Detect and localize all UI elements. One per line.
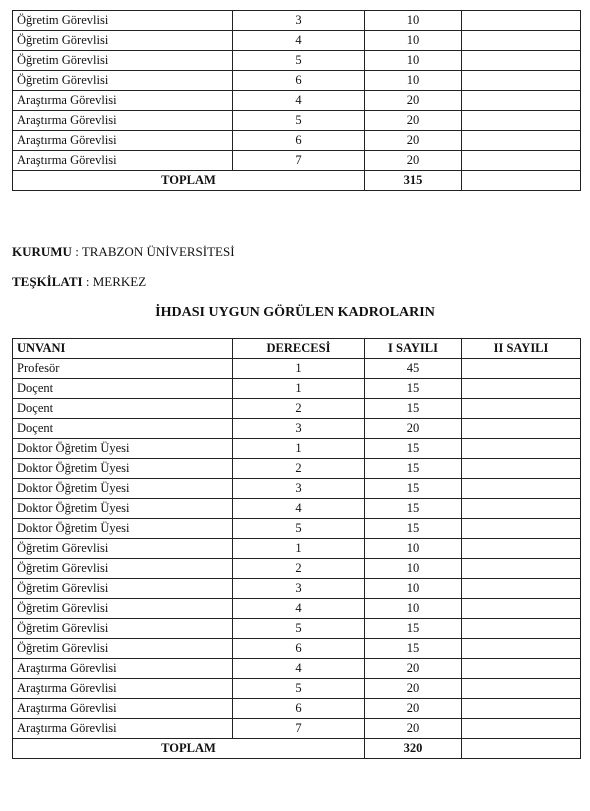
i-sayili-cell: 45 bbox=[365, 359, 462, 379]
unvani-cell: Öğretim Görevlisi bbox=[13, 579, 233, 599]
derecesi-cell: 4 bbox=[233, 31, 365, 51]
table-row bbox=[13, 151, 581, 171]
i-sayili-cell: 15 bbox=[365, 519, 462, 539]
table-row bbox=[13, 599, 581, 619]
unvani-cell: Doktor Öğretim Üyesi bbox=[13, 519, 233, 539]
derecesi-cell: 2 bbox=[233, 559, 365, 579]
derecesi-cell: 5 bbox=[233, 619, 365, 639]
ii-sayili-cell bbox=[462, 419, 581, 439]
organization-line bbox=[12, 274, 146, 290]
table-row bbox=[13, 679, 581, 699]
derecesi-cell: 2 bbox=[233, 459, 365, 479]
table-row bbox=[13, 579, 581, 599]
unvani-cell: Öğretim Görevlisi bbox=[13, 639, 233, 659]
table-row bbox=[13, 619, 581, 639]
i-sayili-cell: 20 bbox=[365, 419, 462, 439]
unvani-cell: Araştırma Görevlisi bbox=[13, 699, 233, 719]
header-unvani: UNVANI bbox=[13, 339, 233, 359]
unvani-cell: Araştırma Görevlisi bbox=[13, 91, 233, 111]
derecesi-cell: 7 bbox=[233, 719, 365, 739]
derecesi-cell: 3 bbox=[233, 579, 365, 599]
total-row bbox=[13, 171, 581, 191]
organization-label: TEŞKİLATI bbox=[12, 274, 83, 289]
total-label: TOPLAM bbox=[13, 739, 365, 759]
i-sayili-cell: 15 bbox=[365, 619, 462, 639]
i-sayili-cell: 10 bbox=[365, 71, 462, 91]
unvani-cell: Araştırma Görevlisi bbox=[13, 111, 233, 131]
unvani-cell: Araştırma Görevlisi bbox=[13, 659, 233, 679]
unvani-cell: Doçent bbox=[13, 379, 233, 399]
table-row bbox=[13, 91, 581, 111]
total-empty-cell bbox=[462, 739, 581, 759]
table-row bbox=[13, 659, 581, 679]
i-sayili-cell: 15 bbox=[365, 399, 462, 419]
unvani-cell: Doçent bbox=[13, 399, 233, 419]
top-staff-table bbox=[12, 10, 581, 191]
ii-sayili-cell bbox=[462, 379, 581, 399]
derecesi-cell: 6 bbox=[233, 699, 365, 719]
ii-sayili-cell bbox=[462, 619, 581, 639]
derecesi-cell: 5 bbox=[233, 111, 365, 131]
ii-sayili-cell bbox=[462, 699, 581, 719]
section-heading: İHDASI UYGUN GÖRÜLEN KADROLARIN bbox=[155, 305, 435, 320]
table-row bbox=[13, 31, 581, 51]
unvani-cell: Öğretim Görevlisi bbox=[13, 51, 233, 71]
ii-sayili-cell bbox=[462, 579, 581, 599]
unvani-cell: Doktor Öğretim Üyesi bbox=[13, 459, 233, 479]
table-row bbox=[13, 519, 581, 539]
ii-sayili-cell bbox=[462, 599, 581, 619]
institution-label: KURUMU bbox=[12, 244, 72, 259]
i-sayili-cell: 20 bbox=[365, 111, 462, 131]
derecesi-cell: 1 bbox=[233, 539, 365, 559]
ii-sayili-cell bbox=[462, 71, 581, 91]
ii-sayili-cell bbox=[462, 51, 581, 71]
derecesi-cell: 5 bbox=[233, 679, 365, 699]
table-row bbox=[13, 699, 581, 719]
unvani-cell: Doktor Öğretim Üyesi bbox=[13, 499, 233, 519]
table-row bbox=[13, 399, 581, 419]
i-sayili-cell: 10 bbox=[365, 559, 462, 579]
organization-value: : MERKEZ bbox=[85, 274, 147, 289]
ii-sayili-cell bbox=[462, 151, 581, 171]
i-sayili-cell: 20 bbox=[365, 719, 462, 739]
total-value: 315 bbox=[365, 171, 462, 191]
unvani-cell: Öğretim Görevlisi bbox=[13, 539, 233, 559]
derecesi-cell: 3 bbox=[233, 11, 365, 31]
ii-sayili-cell bbox=[462, 479, 581, 499]
i-sayili-cell: 10 bbox=[365, 599, 462, 619]
i-sayili-cell: 20 bbox=[365, 151, 462, 171]
unvani-cell: Araştırma Görevlisi bbox=[13, 679, 233, 699]
derecesi-cell: 6 bbox=[233, 639, 365, 659]
derecesi-cell: 4 bbox=[233, 659, 365, 679]
table-row bbox=[13, 559, 581, 579]
derecesi-cell: 4 bbox=[233, 599, 365, 619]
unvani-cell: Doktor Öğretim Üyesi bbox=[13, 479, 233, 499]
table-row bbox=[13, 539, 581, 559]
header-derecesi: DERECESİ bbox=[233, 339, 365, 359]
table-row bbox=[13, 419, 581, 439]
ii-sayili-cell bbox=[462, 659, 581, 679]
table-row bbox=[13, 479, 581, 499]
i-sayili-cell: 10 bbox=[365, 539, 462, 559]
unvani-cell: Profesör bbox=[13, 359, 233, 379]
ii-sayili-cell bbox=[462, 719, 581, 739]
i-sayili-cell: 10 bbox=[365, 51, 462, 71]
i-sayili-cell: 15 bbox=[365, 459, 462, 479]
i-sayili-cell: 15 bbox=[365, 499, 462, 519]
derecesi-cell: 4 bbox=[233, 499, 365, 519]
ii-sayili-cell bbox=[462, 639, 581, 659]
ii-sayili-cell bbox=[462, 459, 581, 479]
table-row bbox=[13, 131, 581, 151]
table-row bbox=[13, 111, 581, 131]
i-sayili-cell: 20 bbox=[365, 131, 462, 151]
ii-sayili-cell bbox=[462, 499, 581, 519]
unvani-cell: Öğretim Görevlisi bbox=[13, 559, 233, 579]
ii-sayili-cell bbox=[462, 91, 581, 111]
ii-sayili-cell bbox=[462, 559, 581, 579]
ii-sayili-cell bbox=[462, 111, 581, 131]
table-row bbox=[13, 71, 581, 91]
unvani-cell: Araştırma Görevlisi bbox=[13, 719, 233, 739]
total-empty-cell bbox=[462, 171, 581, 191]
unvani-cell: Öğretim Görevlisi bbox=[13, 11, 233, 31]
institution-value: : TRABZON ÜNİVERSİTESİ bbox=[75, 244, 235, 259]
i-sayili-cell: 20 bbox=[365, 699, 462, 719]
i-sayili-cell: 10 bbox=[365, 31, 462, 51]
header-ii-sayili: II SAYILI bbox=[462, 339, 581, 359]
i-sayili-cell: 15 bbox=[365, 379, 462, 399]
ii-sayili-cell bbox=[462, 11, 581, 31]
derecesi-cell: 4 bbox=[233, 91, 365, 111]
ii-sayili-cell bbox=[462, 359, 581, 379]
ii-sayili-cell bbox=[462, 439, 581, 459]
derecesi-cell: 5 bbox=[233, 519, 365, 539]
unvani-cell: Doçent bbox=[13, 419, 233, 439]
derecesi-cell: 6 bbox=[233, 71, 365, 91]
total-row bbox=[13, 739, 581, 759]
total-label: TOPLAM bbox=[13, 171, 365, 191]
i-sayili-cell: 20 bbox=[365, 679, 462, 699]
table-row bbox=[13, 439, 581, 459]
derecesi-cell: 3 bbox=[233, 419, 365, 439]
header-row bbox=[13, 339, 581, 359]
i-sayili-cell: 15 bbox=[365, 639, 462, 659]
derecesi-cell: 5 bbox=[233, 51, 365, 71]
derecesi-cell: 1 bbox=[233, 439, 365, 459]
derecesi-cell: 1 bbox=[233, 359, 365, 379]
i-sayili-cell: 20 bbox=[365, 91, 462, 111]
table-row bbox=[13, 11, 581, 31]
ii-sayili-cell bbox=[462, 539, 581, 559]
derecesi-cell: 3 bbox=[233, 479, 365, 499]
table-row bbox=[13, 499, 581, 519]
table-row bbox=[13, 459, 581, 479]
table-row bbox=[13, 51, 581, 71]
derecesi-cell: 2 bbox=[233, 399, 365, 419]
unvani-cell: Öğretim Görevlisi bbox=[13, 71, 233, 91]
table-row bbox=[13, 639, 581, 659]
unvani-cell: Öğretim Görevlisi bbox=[13, 31, 233, 51]
ii-sayili-cell bbox=[462, 399, 581, 419]
derecesi-cell: 7 bbox=[233, 151, 365, 171]
unvani-cell: Öğretim Görevlisi bbox=[13, 619, 233, 639]
derecesi-cell: 6 bbox=[233, 131, 365, 151]
i-sayili-cell: 15 bbox=[365, 479, 462, 499]
i-sayili-cell: 20 bbox=[365, 659, 462, 679]
unvani-cell: Araştırma Görevlisi bbox=[13, 131, 233, 151]
header-i-sayili: I SAYILI bbox=[365, 339, 462, 359]
ii-sayili-cell bbox=[462, 131, 581, 151]
institution-line bbox=[12, 244, 235, 260]
table-row bbox=[13, 359, 581, 379]
table-row bbox=[13, 379, 581, 399]
ii-sayili-cell bbox=[462, 679, 581, 699]
total-value: 320 bbox=[365, 739, 462, 759]
unvani-cell: Öğretim Görevlisi bbox=[13, 599, 233, 619]
unvani-cell: Doktor Öğretim Üyesi bbox=[13, 439, 233, 459]
i-sayili-cell: 15 bbox=[365, 439, 462, 459]
main-staff-table bbox=[12, 338, 581, 759]
i-sayili-cell: 10 bbox=[365, 11, 462, 31]
ii-sayili-cell bbox=[462, 31, 581, 51]
ii-sayili-cell bbox=[462, 519, 581, 539]
unvani-cell: Araştırma Görevlisi bbox=[13, 151, 233, 171]
i-sayili-cell: 10 bbox=[365, 579, 462, 599]
derecesi-cell: 1 bbox=[233, 379, 365, 399]
table-row bbox=[13, 719, 581, 739]
